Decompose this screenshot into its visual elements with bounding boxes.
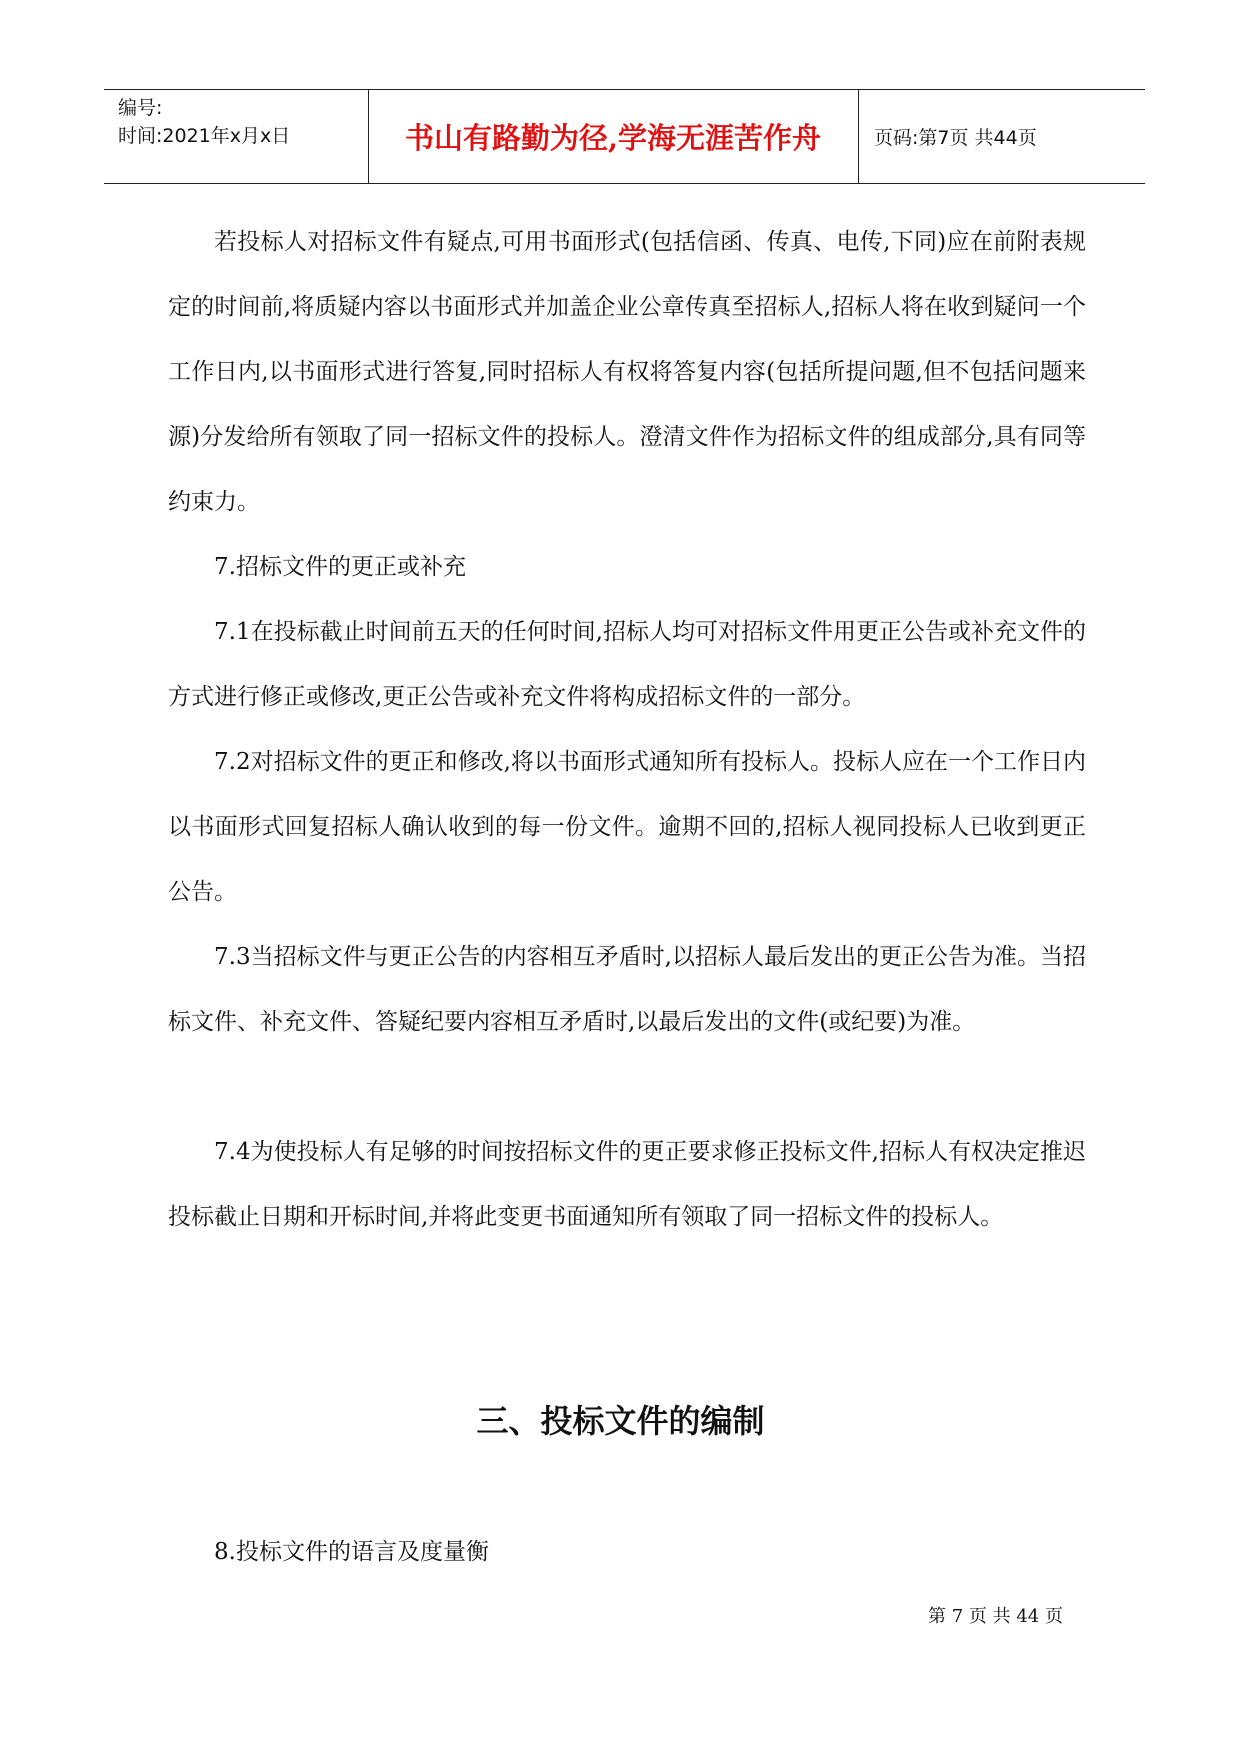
page-header xyxy=(104,89,1145,184)
header-divider-right xyxy=(858,90,859,183)
header-motto: 书山有路勤为径,学海无涯苦作舟 xyxy=(404,121,822,155)
clause-7-4: 7.4为使投标人有足够的时间按招标文件的更正要求修正投标文件,招标人有权决定推迟投标截止日期和开标时间,并将此变更书面通知所有领取了同一招标文件的投标人。 xyxy=(168,1139,1086,1230)
header-meta xyxy=(118,94,358,150)
clause-7-3: 7.3当招标文件与更正公告的内容相互矛盾时,以招标人最后发出的更正公告为准。当招标文件、补充文件、答疑纪要内容相互矛盾时,以最后发出的文件(或纪要)为准。 xyxy=(168,944,1086,1035)
time-label: 时间:2021年x月x日 xyxy=(118,125,291,147)
clause-7-2: 7.2对招标文件的更正和修改,将以书面形式通知所有投标人。投标人应在一个工作日内以书面形式回复招标人确认收到的每一份文件。逾期不回的,招标人视同投标人已收到更正公告。 xyxy=(168,749,1086,905)
clause-7-title: 7.招标文件的更正或补充 xyxy=(214,554,466,580)
section-heading: 三、投标文件的编制 xyxy=(476,1402,765,1440)
paragraph-clarification: 若投标人对招标文件有疑点,可用书面形式(包括信函、传真、电传,下同)应在前附表规定的时间前,将质疑内容以书面形式并加盖企业公章传真至招标人,招标人将在收到疑问一个工作日内,以书面形式进行答复,同时招标人有权将答复内容(包括所提问题,但不包括问题来源)分发给所有领取了同一招标文件的投标人。澄清文件作为招标文件的组成部分,具有同等约束力。 xyxy=(168,229,1086,515)
page-footer: 第 7 页 共 44 页 xyxy=(928,1606,1063,1627)
header-page-label: 页码:第7页 共44页 xyxy=(874,127,1037,149)
clause-7-1: 7.1在投标截止时间前五天的任何时间,招标人均可对招标文件用更正公告或补充文件的方式进行修正或修改,更正公告或补充文件将构成招标文件的一部分。 xyxy=(168,619,1086,710)
code-label: 编号: xyxy=(118,97,163,119)
clause-8-title: 8.投标文件的语言及度量衡 xyxy=(214,1539,489,1565)
